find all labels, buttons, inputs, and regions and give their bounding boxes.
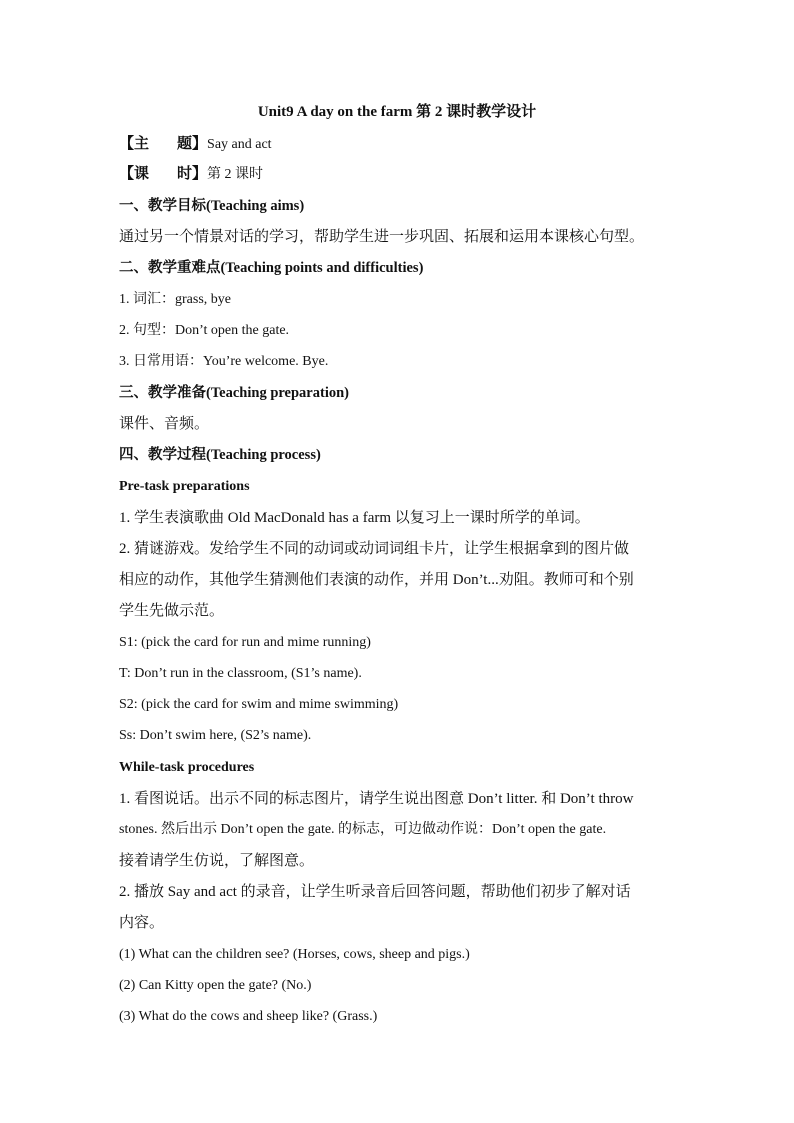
aims-text: 通过另一个情景对话的学习，帮助学生进一步巩固、拓展和运用本课核心句型。: [119, 229, 645, 245]
pre-task-item-2-line-2: 相应的动作，其他学生猜测他们表演的动作，并用 Don’t...劝阻。教师可和个别: [119, 572, 634, 588]
period-label-left: 【课: [119, 166, 150, 182]
while-task-heading: While-task procedures: [119, 760, 255, 775]
dialog-line-2: T: Don’t run in the classroom, (S1’s name).: [119, 666, 362, 681]
while-task-item-2-line-2: 内容。: [119, 915, 165, 931]
pre-task-item-2-line-1: 2. 猜谜游戏。发给学生不同的动词或动词词组卡片，让学生根据拿到的图片做: [119, 541, 630, 557]
dialog-line-4: Ss: Don’t swim here, (S2’s name).: [119, 728, 312, 743]
points-heading: 二、教学重难点(Teaching points and difficulties): [119, 260, 424, 276]
while-task-item-2-line-1: 2. 播放 Say and act 的录音，让学生听录音后回答问题，帮助他们初步了解对话: [119, 884, 631, 900]
points-item-2: 2. 句型：Don’t open the gate.: [119, 323, 290, 338]
prep-text: 课件、音频。: [119, 416, 210, 432]
topic-line: [119, 135, 679, 154]
pre-task-heading: Pre-task preparations: [119, 479, 250, 494]
dialog-line-3: S2: (pick the card for swim and mime swimming): [119, 697, 399, 712]
question-1: (1) What can the children see? (Horses, cows, sheep and pigs.): [119, 947, 470, 962]
question-3: (3) What do the cows and sheep like? (Grass.): [119, 1009, 378, 1024]
topic-label-right: 题】: [177, 136, 208, 152]
prep-heading: 三、教学准备(Teaching preparation): [119, 385, 349, 401]
points-item-3: 3. 日常用语：You’re welcome. Bye.: [119, 354, 329, 369]
question-2: (2) Can Kitty open the gate? (No.): [119, 978, 312, 993]
period-line: [119, 165, 679, 184]
while-task-item-1-line-2: stones. 然后出示 Don’t open the gate. 的标志，可边做动作说：Don’t open the gate.: [119, 822, 607, 837]
period-value: 第 2 课时: [207, 167, 264, 182]
points-item-1: 1. 词汇：grass, bye: [119, 292, 231, 307]
pre-task-item-2-line-3: 学生先做示范。: [119, 603, 225, 619]
period-label-right: 时】: [177, 166, 208, 182]
aims-heading: 一、教学目标(Teaching aims): [119, 198, 305, 214]
page-title: Unit9 A day on the farm 第 2 课时教学设计: [257, 104, 537, 120]
topic-label-left: 【主: [119, 136, 150, 152]
while-task-item-1-line-3: 接着请学生仿说，了解图意。: [119, 853, 315, 869]
pre-task-item-1: 1. 学生表演歌曲 Old MacDonald has a farm 以复习上一课时所学的单词。: [119, 510, 590, 526]
topic-value: Say and act: [207, 137, 272, 152]
process-heading: 四、教学过程(Teaching process): [119, 447, 321, 463]
dialog-line-1: S1: (pick the card for run and mime running): [119, 635, 371, 650]
while-task-item-1-line-1: 1. 看图说话。出示不同的标志图片，请学生说出图意 Don’t litter. 和 Don’t throw: [119, 791, 634, 807]
